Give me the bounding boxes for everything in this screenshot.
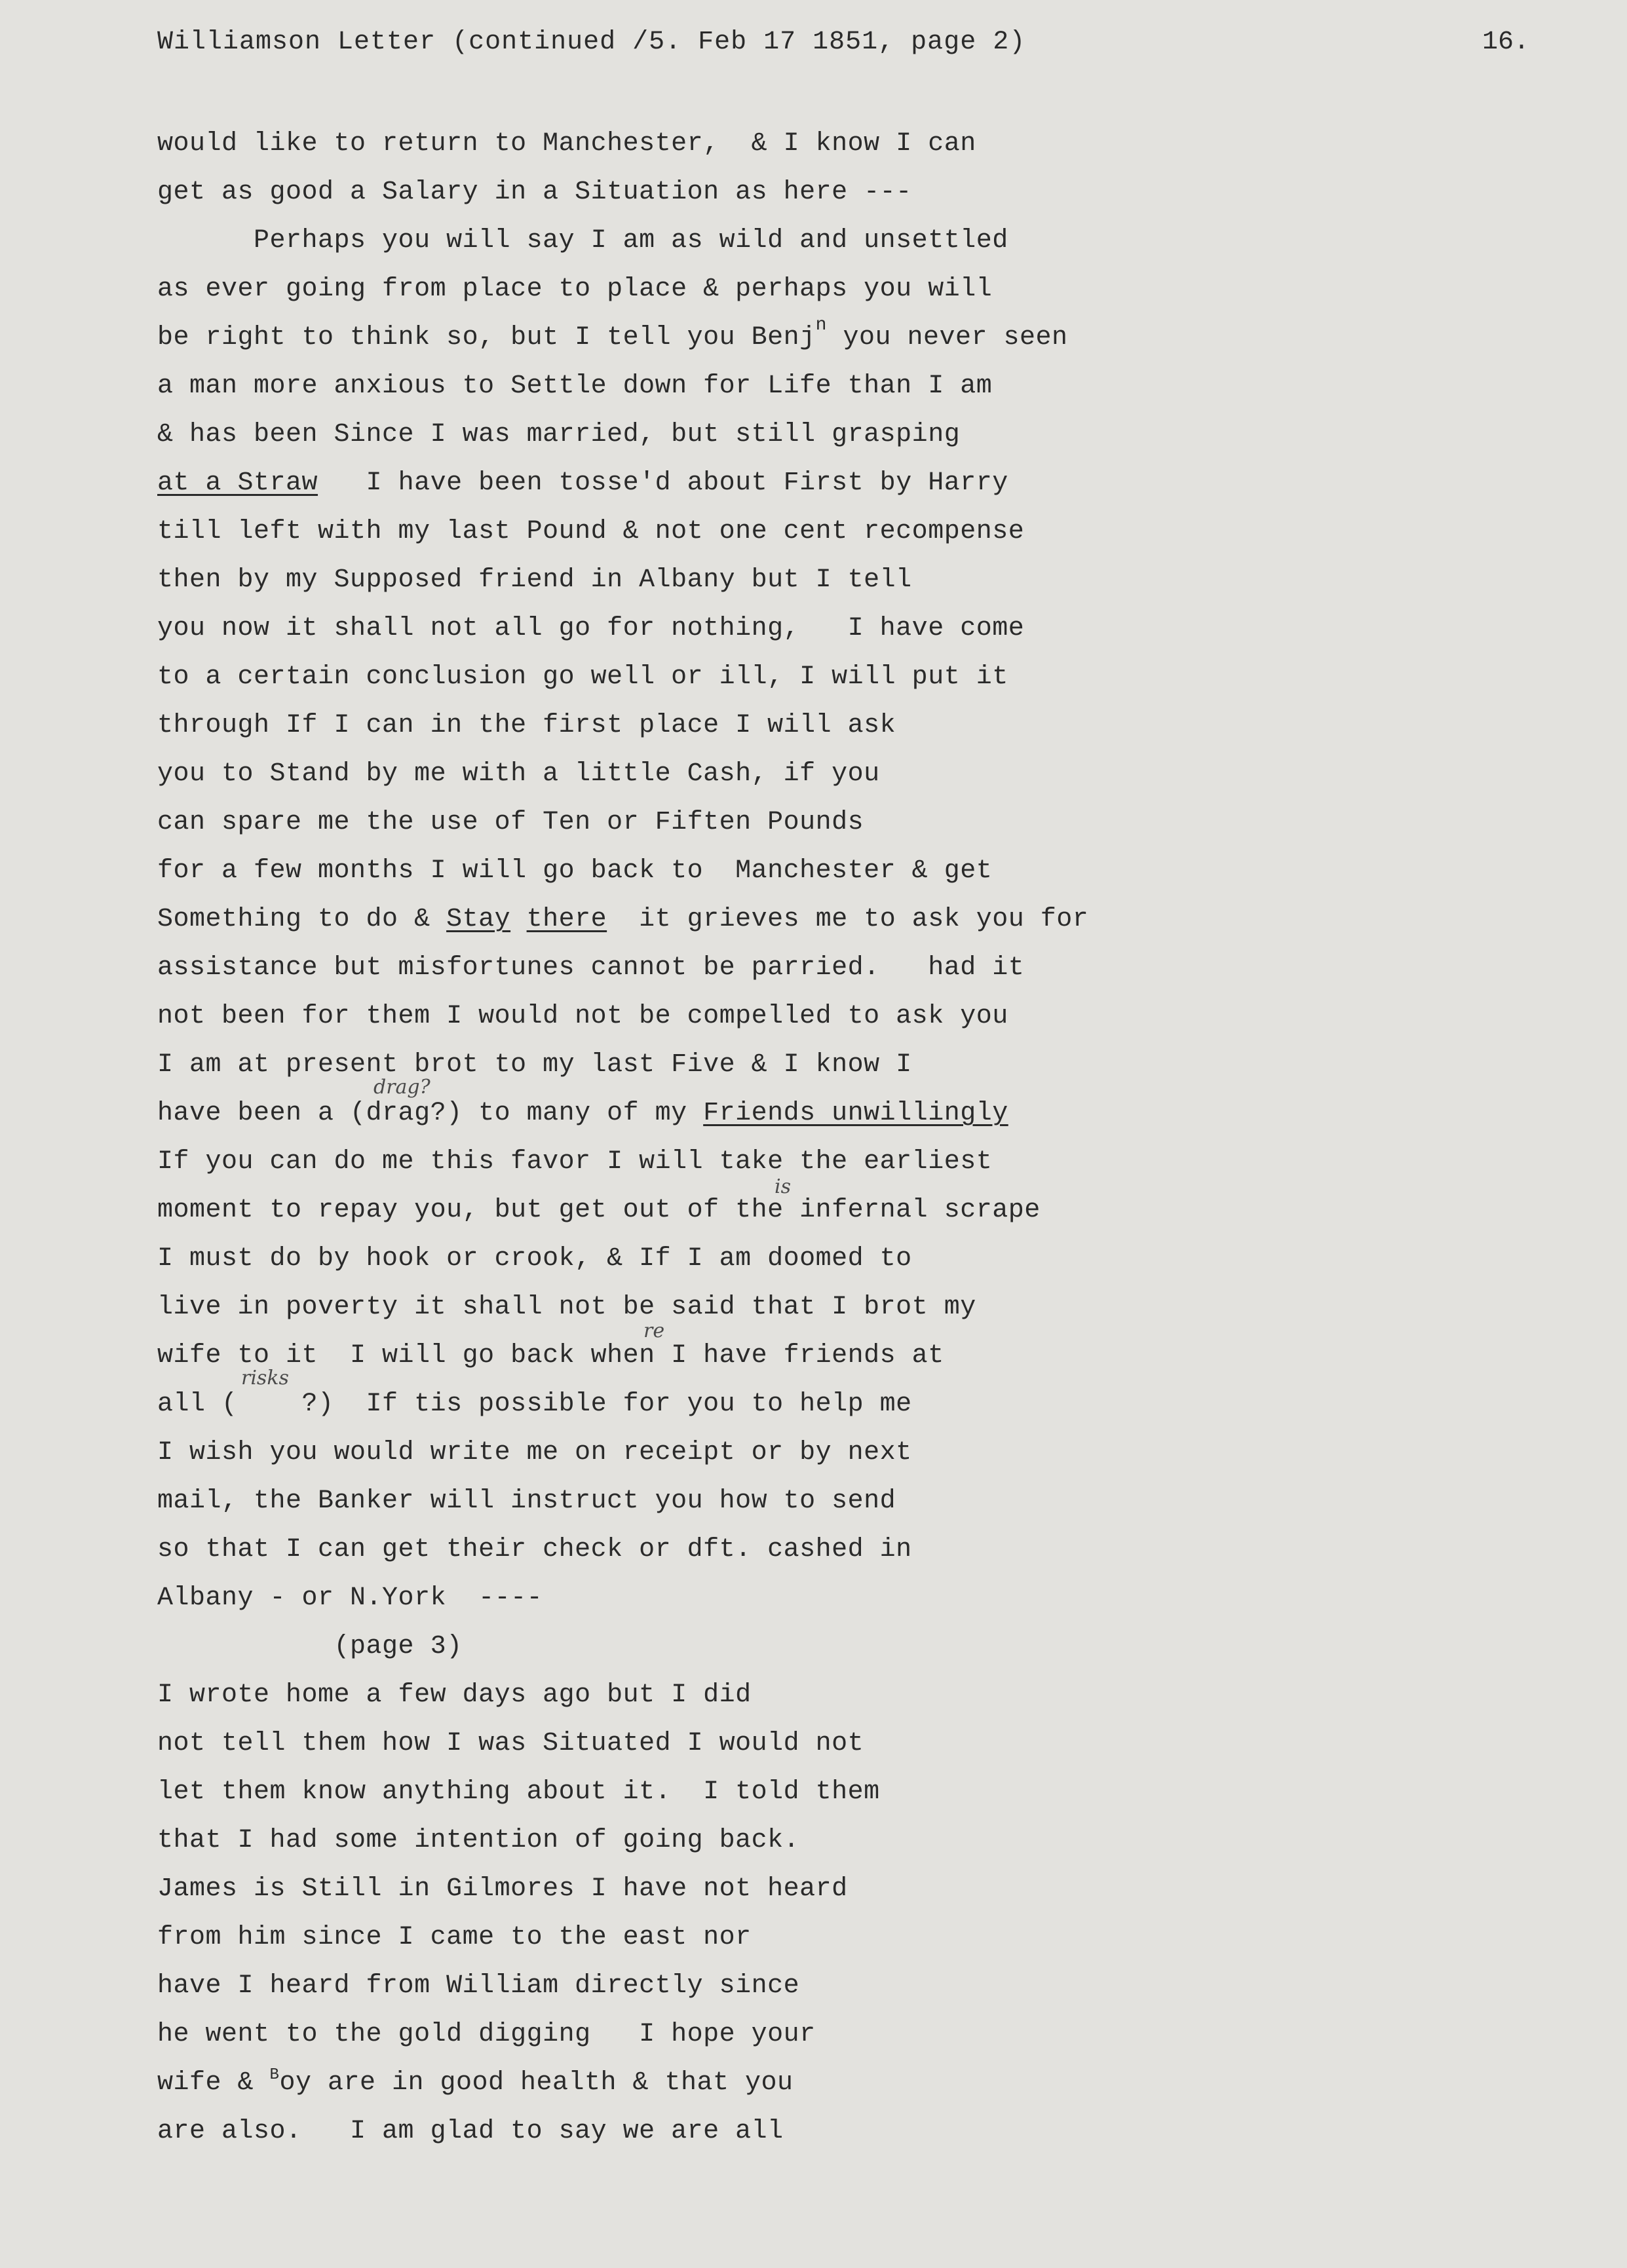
text-line: all ( ?) If tis possible for you to help me [157,1389,912,1419]
text-line: If you can do me this favor I will take the earliest [157,1147,993,1177]
text-line: moment to repay you, but get out of the infernal scrape [157,1196,1041,1225]
handwritten-annotation-risks: risks [241,1367,289,1389]
text-line: that I had some intention of going back. [157,1826,800,1855]
text-line: live in poverty it shall not be said that I brot my [157,1293,976,1322]
text-line: you to Stand by me with a little Cash, if you [157,759,880,789]
text-line: for a few months I will go back to Manchester & get [157,856,993,886]
text-line: Something to do & Stay there it grieves me to ask you for [157,905,1089,934]
superscript-n: n [815,315,827,335]
text-line: I wish you would write me on receipt or by next [157,1438,912,1467]
text-line: assistance but misfortunes cannot be parried. had it [157,953,1025,983]
underlined-phrase: at a Straw [157,468,318,498]
text-line: you now it shall not all go for nothing, I have come [157,614,1025,643]
handwritten-annotation-drag: drag? [373,1076,431,1099]
text-line: would like to return to Manchester, & I know I can [157,129,976,159]
text-line: I wrote home a few days ago but I did [157,1680,752,1710]
text-line: get as good a Salary in a Situation as here --- [157,178,912,207]
handwritten-annotation-is: is [775,1175,791,1198]
text-line: till left with my last Pound & not one cent recompense [157,517,1025,546]
underlined-phrase: Friends unwillingly [703,1099,1008,1128]
text-line: be right to think so, but I tell you Benj$^n$ you never seen [157,315,1068,352]
underlined-word: there [526,905,607,934]
page-marker: (page 3) [157,1632,463,1661]
underlined-word: Stay [446,905,511,934]
superscript-b: B [269,2066,280,2084]
text-line: not tell them how I was Situated I would not [157,1729,864,1758]
text-line: so that I can get their check or dft. cashed in [157,1535,912,1564]
text-line: not been for them I would not be compelled to ask you [157,1002,1008,1031]
text-line: let them know anything about it. I told them [157,1777,880,1807]
text-line: can spare me the use of Ten or Fiften Pounds [157,808,864,837]
text-line: he went to the gold digging I hope your [157,2020,816,2049]
text-line: wife to it I will go back when I have friends at [157,1341,944,1370]
text-line: a man more anxious to Settle down for Life than I am [157,371,993,401]
text-line: wife & $^B$oy are in good health & that you [157,2066,794,2098]
text-line: have I heard from William directly since [157,1971,800,2001]
text-line: I am at present brot to my last Five & I know I [157,1050,912,1080]
header-title: Williamson Letter (continued /5. Feb 17 1851, page 2) [157,28,1026,57]
text-line: then by my Supposed friend in Albany but I tell [157,565,912,595]
text-line: from him since I came to the east nor [157,1923,752,1952]
text-line: Albany - or N.York ---- [157,1583,543,1613]
text-line: mail, the Banker will instruct you how to send [157,1486,896,1516]
handwritten-annotation-re: re [643,1319,665,1342]
text-line: I must do by hook or crook, & If I am doomed to [157,1244,912,1274]
text-line: & has been Since I was married, but still grasping [157,420,961,449]
text-line: are also. I am glad to say we are all [157,2117,784,2146]
text-line: at a Straw I have been tosse'd about First by Harry [157,468,1008,498]
text-line: James is Still in Gilmores I have not heard [157,1874,848,1904]
text-line: through If I can in the first place I will ask [157,711,896,740]
page-number: 16. [1482,28,1530,57]
text-line: Perhaps you will say I am as wild and unsettled [157,226,1008,255]
text-line: as ever going from place to place & perhaps you will [157,274,993,304]
text-line: to a certain conclusion go well or ill, I will put it [157,662,1008,692]
text-line: have been a (drag?) to many of my Friends unwillingly [157,1099,1008,1128]
